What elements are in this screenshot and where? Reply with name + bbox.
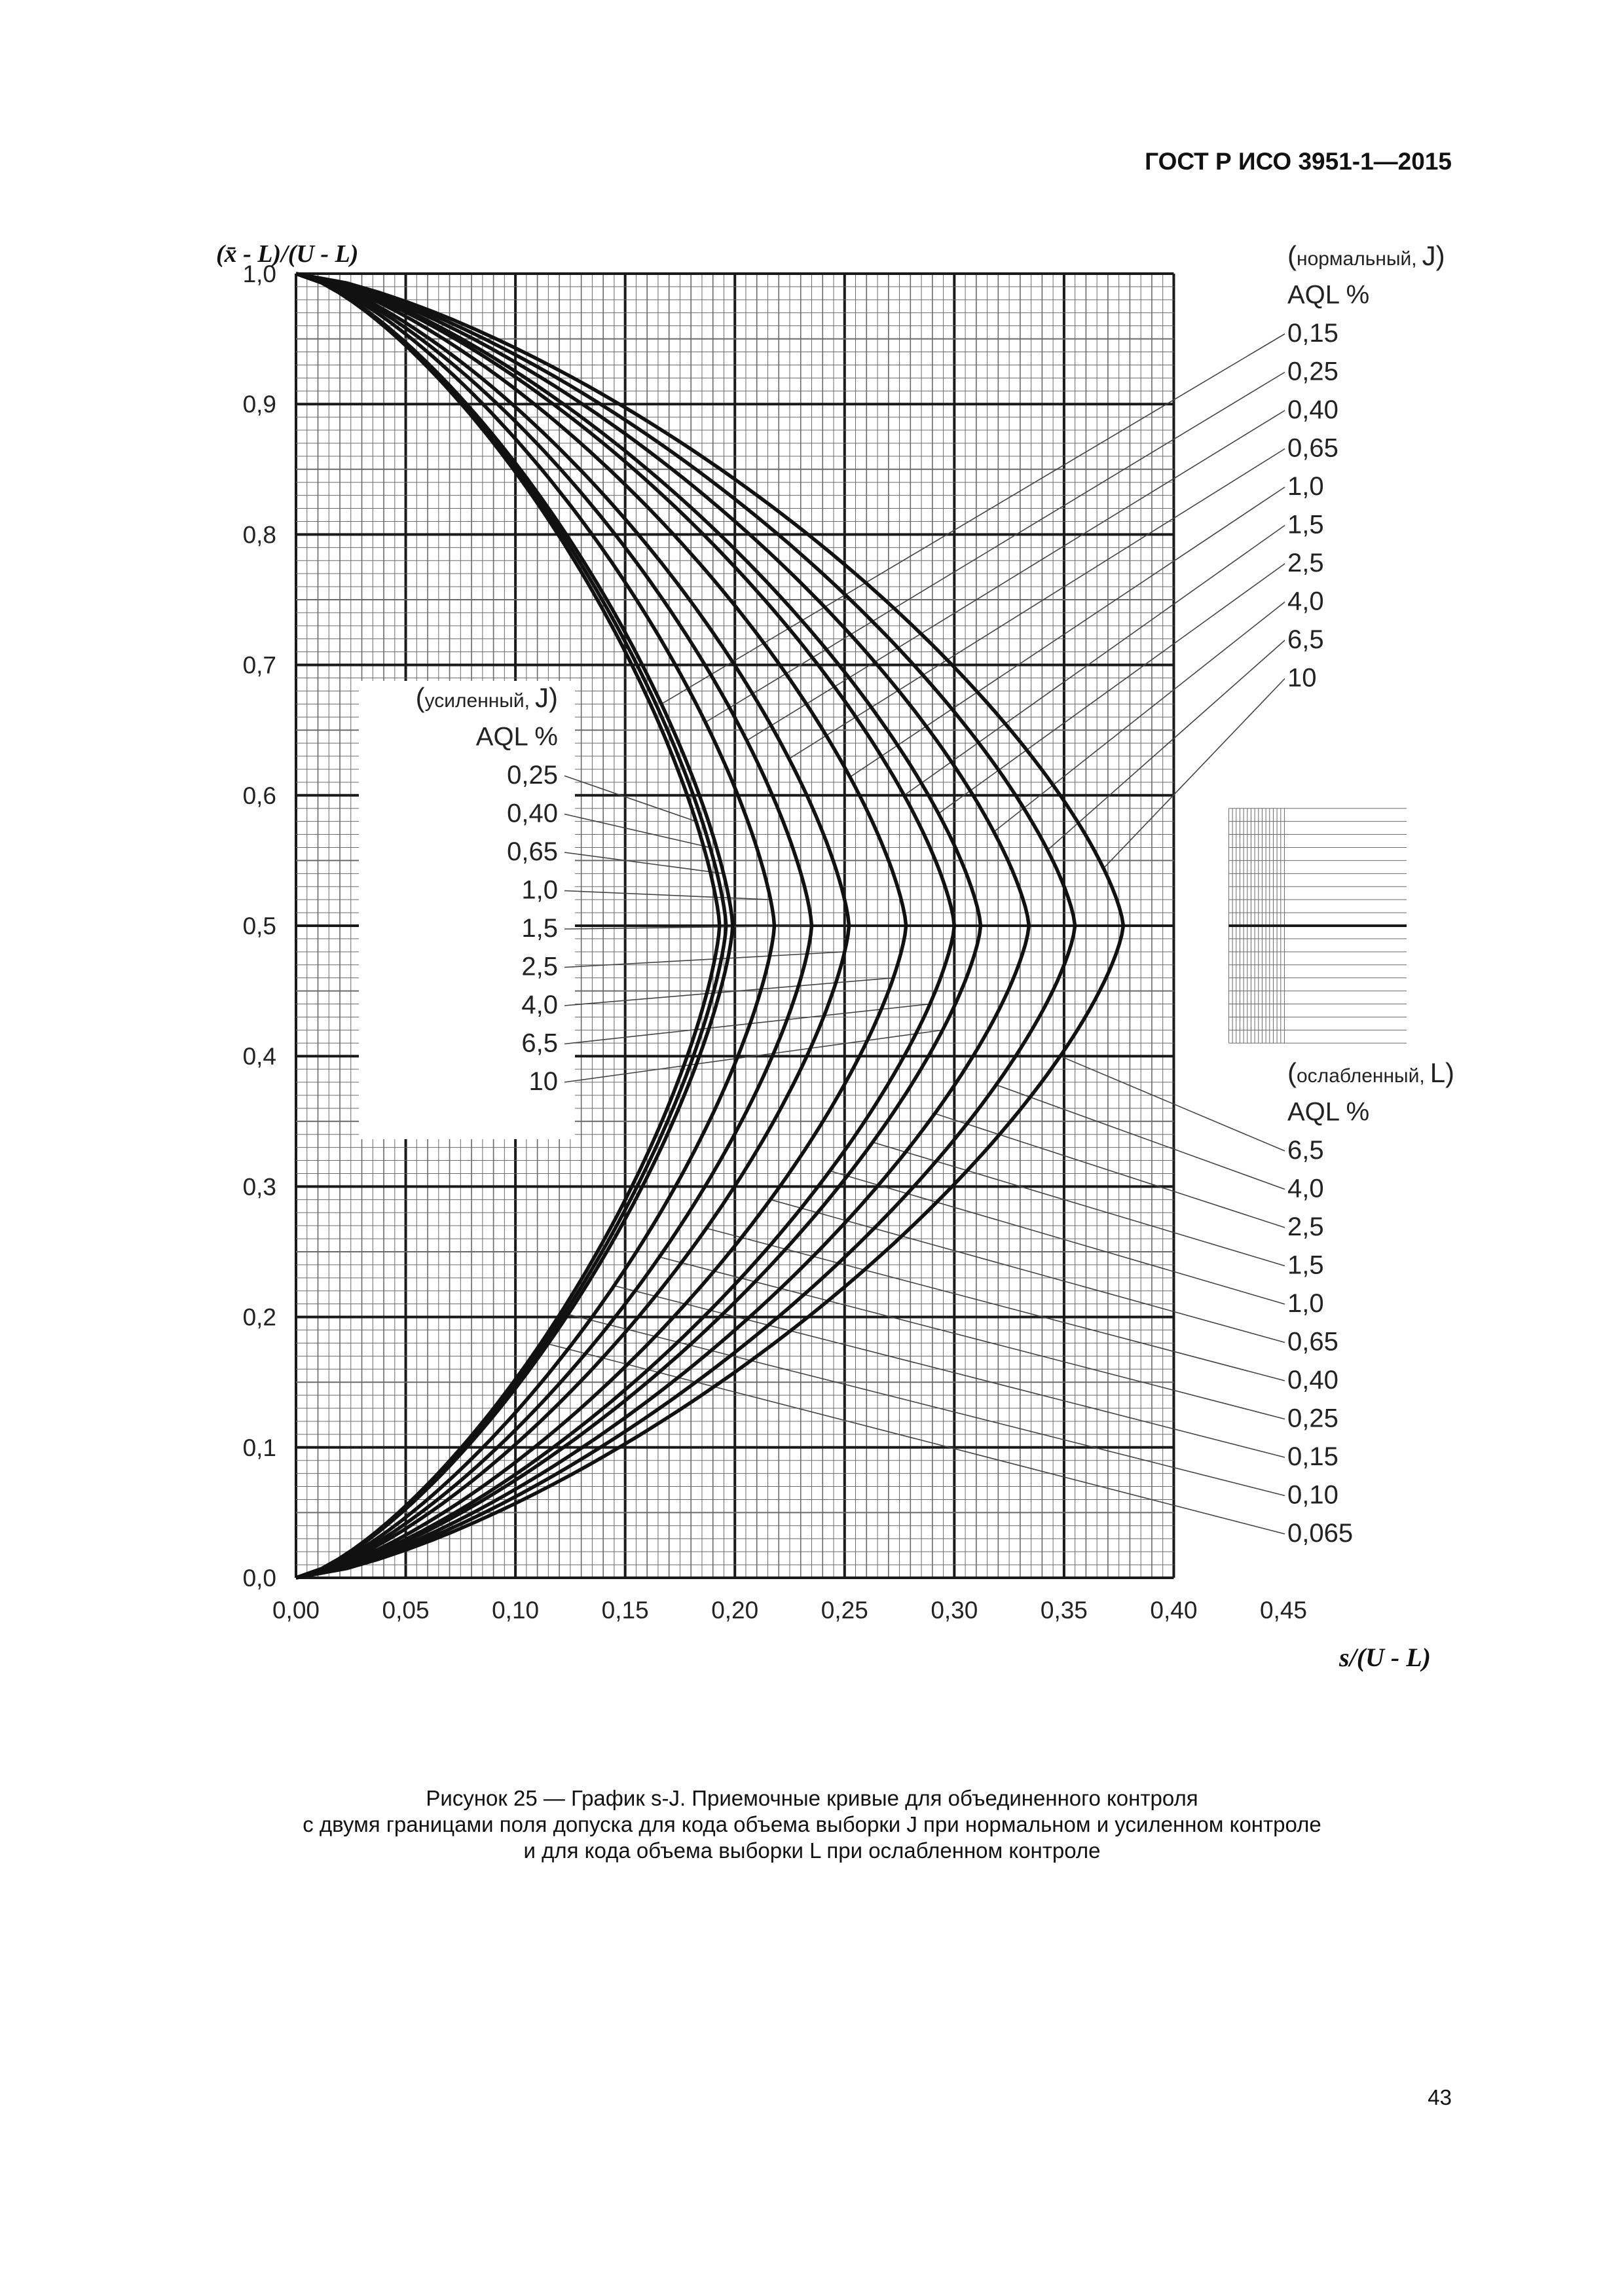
- legend-title-code: J): [1422, 240, 1445, 271]
- leader-line: [850, 487, 1285, 777]
- y-tick-label: 0,2: [242, 1303, 276, 1331]
- tightened-legend-aql-header: AQL %: [475, 722, 558, 752]
- normal-legend-label: 1,0: [1287, 472, 1324, 501]
- leader-line: [564, 852, 724, 873]
- leader-line: [614, 1286, 1285, 1457]
- y-tick-label: 0,3: [242, 1173, 276, 1201]
- normal-legend-label: 10: [1287, 663, 1317, 693]
- y-axis-label: (x̄ - L)/(U - L): [216, 240, 359, 268]
- y-tick-label: 0,7: [242, 651, 276, 679]
- normal-legend-label: 0,65: [1287, 433, 1338, 463]
- x-tick-label: 0,40: [1150, 1597, 1198, 1624]
- y-tick-label: 0,9: [242, 391, 276, 418]
- normal-legend-label: 0,25: [1287, 357, 1338, 386]
- y-tick-label: 0,6: [242, 782, 276, 809]
- reduced-legend-label: 4,0: [1287, 1174, 1324, 1203]
- x-tick-label: 0,10: [492, 1597, 540, 1624]
- tightened-legend-label: 2,5: [521, 952, 558, 981]
- x-tick-label: 0,15: [601, 1597, 649, 1624]
- leader-line: [564, 891, 771, 900]
- legend-title-paren: (: [1287, 1057, 1297, 1088]
- x-axis-label: s/(U - L): [1339, 1643, 1431, 1672]
- legend-title-mode: усиленный,: [424, 690, 530, 712]
- tightened-legend-label: 6,5: [521, 1029, 558, 1058]
- normal-legend-label: 0,40: [1287, 395, 1338, 424]
- leader-line: [938, 564, 1285, 814]
- legend-title-paren: (: [1287, 240, 1297, 271]
- y-tick-label: 0,5: [242, 913, 276, 939]
- normal-legend-label: 4,0: [1287, 587, 1324, 616]
- x-tick-label: 0,45: [1259, 1597, 1308, 1624]
- reduced-legend-aql-header: AQL %: [1287, 1097, 1370, 1127]
- tightened-legend-label: 4,0: [521, 991, 558, 1019]
- leader-line: [904, 526, 1285, 795]
- reduced-legend-label: 6,5: [1287, 1136, 1324, 1165]
- leader-line: [568, 1315, 1285, 1496]
- x-tick-label: 0,30: [931, 1597, 978, 1624]
- tightened-legend-label: 0,65: [507, 837, 558, 866]
- y-tick-label: 0,4: [242, 1043, 276, 1070]
- normal-legend-label: 0,15: [1287, 319, 1338, 348]
- reduced-legend-label: 0,10: [1287, 1480, 1338, 1510]
- reduced-legend-label: 0,25: [1287, 1404, 1338, 1433]
- normal-legend-label: 2,5: [1287, 549, 1324, 577]
- document-header: ГОСТ Р ИСО 3951-1—2015: [1145, 148, 1452, 175]
- normal-legend-aql-header: AQL %: [1287, 280, 1370, 310]
- legend-title-paren: (: [415, 682, 425, 713]
- reduced-legend-label: 1,5: [1287, 1250, 1324, 1280]
- x-tick-label: 0,00: [272, 1597, 320, 1624]
- leader-line: [661, 334, 1285, 704]
- y-tick-label: 0,0: [242, 1565, 276, 1592]
- x-tick-label: 0,25: [821, 1597, 868, 1624]
- caption-line: и для кода объема выборки L при ослабленном контроле: [523, 1838, 1101, 1863]
- tightened-legend-label: 1,5: [521, 914, 558, 943]
- x-tick-label: 0,20: [711, 1597, 759, 1624]
- x-tick-label: 0,05: [382, 1597, 430, 1624]
- tightened-legend-label: 0,25: [507, 761, 558, 790]
- legend-title-mode: нормальный,: [1297, 248, 1417, 270]
- legend-title-code: L): [1430, 1057, 1455, 1088]
- reduced-legend-label: 0,40: [1287, 1366, 1338, 1394]
- reduced-legend-label: 1,0: [1287, 1289, 1324, 1318]
- tightened-legend-label: 10: [528, 1067, 558, 1096]
- legend-title-code: J): [535, 682, 558, 713]
- y-tick-label: 1,0: [242, 261, 276, 287]
- figure-caption: [0, 1785, 1624, 1864]
- leader-line: [1048, 640, 1285, 850]
- reduced-legend-label: 2,5: [1287, 1212, 1324, 1241]
- leader-line: [1103, 679, 1285, 869]
- y-tick-label: 0,8: [242, 521, 276, 549]
- tightened-legend-label: 0,40: [507, 799, 558, 828]
- tightened-legend-label: 1,0: [521, 875, 558, 905]
- normal-legend-label: 6,5: [1287, 625, 1324, 654]
- x-tick-label: 0,35: [1040, 1597, 1088, 1624]
- normal-legend-label: 1,5: [1287, 510, 1324, 539]
- leader-line: [564, 776, 696, 822]
- reduced-legend-label: 0,065: [1287, 1519, 1354, 1548]
- caption-line: Рисунок 25 — График s-J. Приемочные кривые для объединенного контроля: [426, 1786, 1198, 1810]
- caption-line: с двумя границами поля допуска для кода объема выборки J при нормальном и усиленном контроле: [303, 1812, 1321, 1836]
- reduced-legend-title: [1287, 1057, 1454, 1088]
- page-number: 43: [1428, 2085, 1452, 2109]
- normal-legend-title: [1287, 240, 1445, 271]
- y-tick-label: 0,1: [242, 1434, 276, 1461]
- reduced-legend-label: 0,65: [1287, 1327, 1338, 1357]
- legend-title-mode: ослабленный,: [1297, 1065, 1425, 1087]
- reduced-legend-label: 0,15: [1287, 1442, 1338, 1471]
